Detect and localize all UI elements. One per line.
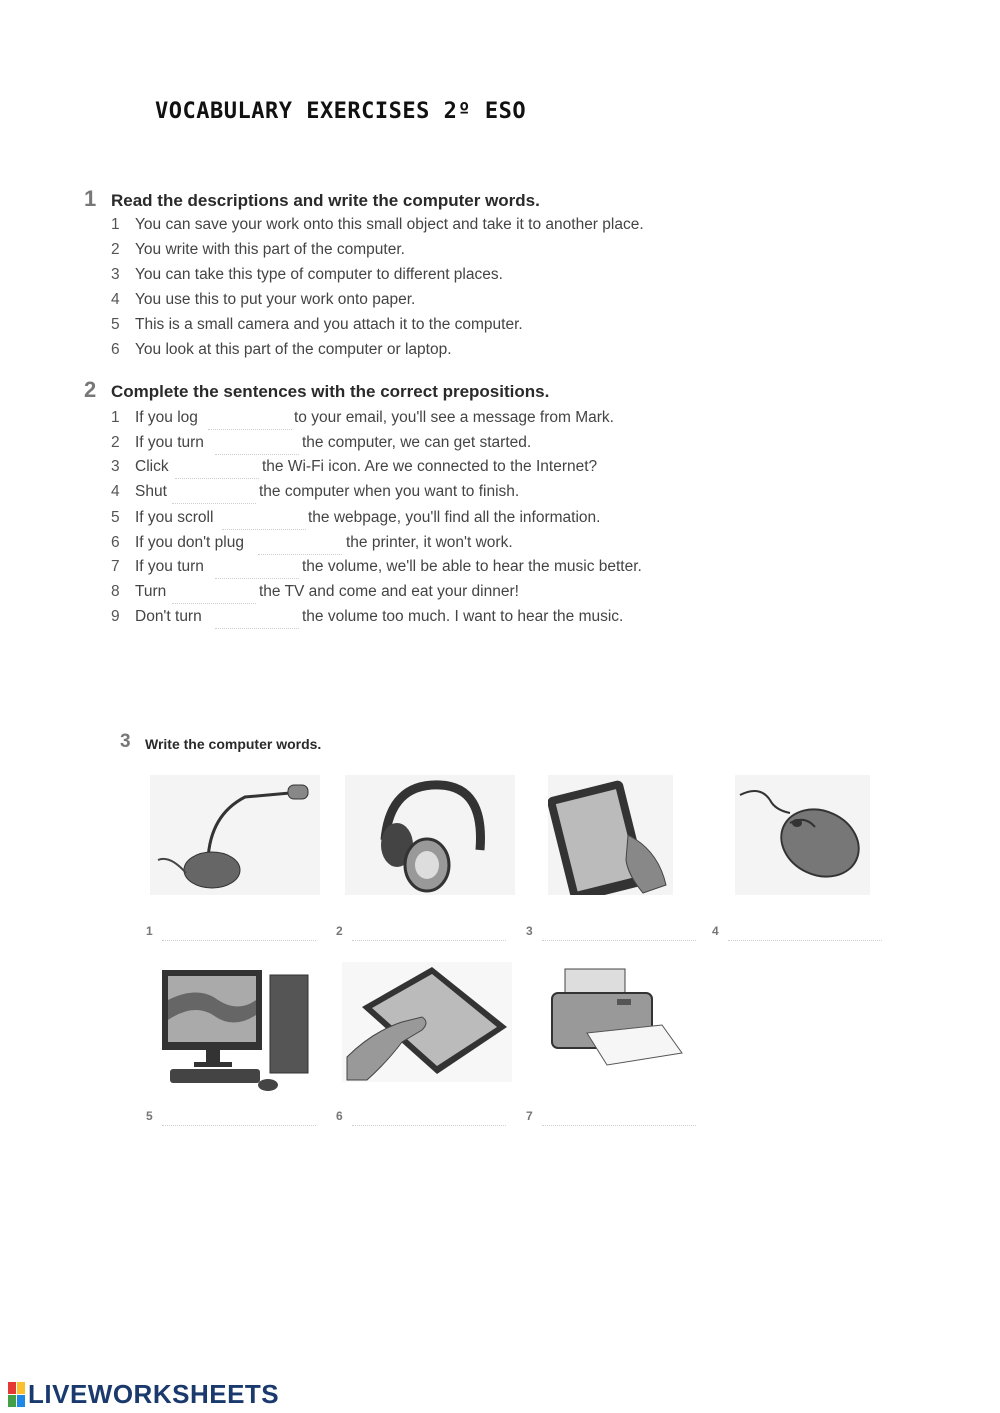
ex2-item: 6 If you don't plug: [111, 534, 244, 551]
page-title: VOCABULARY EXERCISES 2º ESO: [155, 99, 527, 124]
ex2-item-rest: to your email, you'll see a message from Mark.: [294, 409, 614, 426]
ex3-answer-7[interactable]: [542, 1103, 696, 1126]
ex2-answer-3[interactable]: [175, 456, 259, 479]
ex2-item: 5 If you scroll: [111, 509, 214, 526]
desktop-computer-icon: [158, 965, 313, 1095]
liveworksheets-logo[interactable]: [8, 1379, 279, 1410]
ex2-item: 3 Click: [111, 458, 169, 475]
ex2-item-rest: the volume, we'll be able to hear the music better.: [302, 558, 642, 575]
ex2-answer-5[interactable]: [222, 507, 306, 530]
picture-label-3: 3: [526, 924, 533, 938]
ex2-answer-6[interactable]: [258, 532, 342, 555]
exercise-1-heading: Read the descriptions and write the computer words.: [111, 191, 540, 210]
ex2-answer-8[interactable]: [172, 581, 256, 604]
logo-icon: [8, 1382, 25, 1407]
exercise-2-heading: Complete the sentences with the correct prepositions.: [111, 382, 550, 401]
ex2-item: 9 Don't turn: [111, 608, 202, 625]
ex2-answer-7[interactable]: [215, 556, 299, 579]
ex2-item: 7 If you turn: [111, 558, 204, 575]
ex2-item: 2 If you turn: [111, 434, 204, 451]
picture-label-2: 2: [336, 924, 343, 938]
ex1-item: 6 You look at this part of the computer or laptop.: [111, 341, 452, 358]
ex3-answer-1[interactable]: [162, 918, 316, 941]
ex2-item: 1 If you log: [111, 409, 198, 426]
microphone-icon: [150, 775, 320, 895]
ex3-answer-4[interactable]: [728, 918, 882, 941]
ex2-item-rest: the printer, it won't work.: [346, 534, 513, 551]
picture-label-6: 6: [336, 1109, 343, 1123]
brand-name: LIVEWORKSHEETS: [28, 1379, 280, 1409]
ex2-item-rest: the computer, we can get started.: [302, 434, 532, 451]
tablet-icon: [548, 775, 673, 895]
ex3-answer-5[interactable]: [162, 1103, 316, 1126]
ex3-answer-2[interactable]: [352, 918, 506, 941]
ex2-answer-9[interactable]: [215, 606, 299, 629]
touchscreen-icon: [342, 962, 512, 1082]
picture-label-1: 1: [146, 924, 153, 938]
headphones-icon: [345, 775, 515, 895]
ex2-item: 8 Turn: [111, 583, 167, 600]
ex2-answer-4[interactable]: [172, 481, 256, 504]
printer-icon: [547, 965, 687, 1075]
ex1-item: 2 You write with this part of the computer.: [111, 241, 405, 258]
exercise-1-number: 1: [84, 186, 97, 211]
ex2-answer-1[interactable]: [208, 407, 292, 430]
picture-label-5: 5: [146, 1109, 153, 1123]
ex1-item: 1 You can save your work onto this small object and take it to another place.: [111, 216, 644, 233]
ex3-answer-6[interactable]: [352, 1103, 506, 1126]
ex2-item: 4 Shut: [111, 483, 167, 500]
ex2-item-rest: the computer when you want to finish.: [259, 483, 520, 500]
ex1-item: 5 This is a small camera and you attach it to the computer.: [111, 316, 523, 333]
picture-label-4: 4: [712, 924, 719, 938]
exercise-2-number: 2: [84, 377, 97, 402]
ex1-item: 3 You can take this type of computer to different places.: [111, 266, 503, 283]
ex1-item: 4 You use this to put your work onto paper.: [111, 291, 416, 308]
mouse-icon: [735, 775, 870, 895]
ex2-item-rest: the volume too much. I want to hear the music.: [302, 608, 624, 625]
ex2-item-rest: the webpage, you'll find all the information.: [308, 509, 601, 526]
ex3-answer-3[interactable]: [542, 918, 696, 941]
ex2-answer-2[interactable]: [215, 432, 299, 455]
exercise-3-number: 3: [120, 731, 131, 752]
ex2-item-rest: the Wi-Fi icon. Are we connected to the Internet?: [262, 458, 598, 475]
ex2-item-rest: the TV and come and eat your dinner!: [259, 583, 519, 600]
picture-label-7: 7: [526, 1109, 533, 1123]
exercise-3-heading: Write the computer words.: [145, 736, 322, 752]
